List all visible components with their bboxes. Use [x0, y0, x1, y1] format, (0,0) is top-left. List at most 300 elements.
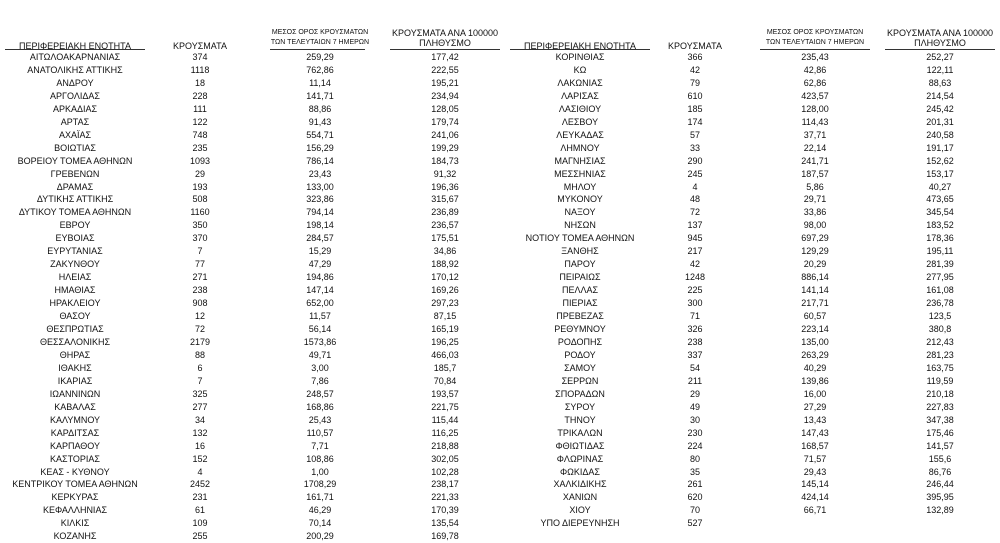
table-row — [505, 155, 1000, 168]
table-row — [505, 453, 1000, 466]
table-row — [0, 504, 505, 517]
region-name: ΚΑΒΑΛΑΣ — [54, 401, 96, 412]
per100k-value: 214,54 — [926, 90, 954, 101]
avg-value: 56,14 — [308, 324, 332, 335]
avg-value: 7,86 — [311, 375, 329, 386]
table-body-right — [505, 51, 1000, 530]
cases-value: 42 — [689, 259, 700, 270]
cases-value: 6 — [197, 362, 203, 373]
region-name: ΚΑΛΥΜΝΟΥ — [49, 414, 101, 425]
avg-value: 762,86 — [306, 64, 334, 75]
region-name: ΡΕΘΥΜΝΟΥ — [554, 324, 606, 335]
region-name: ΔΥΤΙΚΟΥ ΤΟΜΕΑ ΑΘΗΝΩΝ — [18, 207, 132, 218]
table-row — [505, 297, 1000, 310]
avg-value: 33,86 — [803, 207, 827, 218]
table-row — [0, 297, 505, 310]
region-name: ΛΕΣΒΟΥ — [561, 116, 599, 127]
avg-value: 20,29 — [803, 259, 827, 270]
avg-value: 139,86 — [801, 375, 829, 386]
cases-value: 48 — [689, 194, 700, 205]
table-row — [0, 129, 505, 142]
table-row — [0, 388, 505, 401]
avg-value: 135,00 — [801, 336, 829, 347]
avg-value: 200,29 — [306, 531, 334, 542]
per100k-value: 132,89 — [926, 505, 954, 516]
avg-value: 66,71 — [803, 505, 827, 516]
region-name: ΖΑΚΥΝΘΟΥ — [50, 259, 100, 270]
table-row — [0, 90, 505, 103]
cases-value: 4 — [197, 466, 203, 477]
cases-value: 228 — [192, 90, 208, 101]
region-name: ΗΡΑΚΛΕΙΟΥ — [49, 298, 101, 309]
cases-value: 217 — [687, 246, 703, 257]
per100k-value: 246,44 — [926, 479, 954, 490]
region-name: ΚΟΡΙΝΘΙΑΣ — [555, 52, 605, 62]
table-row — [505, 129, 1000, 142]
per100k-value: 196,25 — [431, 336, 459, 347]
region-name: ΙΩΑΝΝΙΝΩΝ — [49, 388, 101, 399]
region-name: ΒΟΡΕΙΟΥ ΤΟΜΕΑ ΑΘΗΝΩΝ — [17, 155, 133, 166]
cases-value: 235 — [192, 142, 208, 153]
table-row — [505, 193, 1000, 206]
region-name: ΠΕΙΡΑΙΩΣ — [559, 272, 601, 283]
avg-value: 652,00 — [306, 298, 334, 309]
table-row — [505, 362, 1000, 375]
region-name: ΣΕΡΡΩΝ — [561, 375, 599, 386]
region-name: ΜΗΛΟΥ — [563, 181, 597, 192]
cases-value: 610 — [687, 90, 703, 101]
cases-value: 122 — [192, 116, 208, 127]
cases-value: 245 — [687, 168, 703, 179]
region-name: ΤΗΝΟΥ — [564, 414, 596, 425]
avg-column-header-line2: ΤΩΝ ΤΕΛΕΥΤΑΙΩΝ 7 ΗΜΕΡΩΝ — [765, 39, 865, 46]
table-row — [505, 388, 1000, 401]
region-column-header: ΠΕΡΙΦΕΡΕΙΑΚΗ ΕΝΟΤΗΤΑ — [523, 41, 637, 51]
table-row — [0, 51, 505, 64]
cases-value: 748 — [192, 129, 208, 140]
cases-value: 29 — [689, 388, 700, 399]
region-name: ΜΥΚΟΝΟΥ — [557, 194, 603, 205]
cases-value: 370 — [192, 233, 208, 244]
table-row — [505, 336, 1000, 349]
cases-value: 238 — [192, 285, 208, 296]
avg-value: 187,57 — [801, 168, 829, 179]
table-row — [505, 284, 1000, 297]
cases-value: 49 — [689, 401, 700, 412]
per100k-value: 87,15 — [433, 311, 457, 322]
table-row — [505, 349, 1000, 362]
table-header-left — [0, 0, 505, 50]
avg-value: 217,71 — [801, 298, 829, 309]
per100k-value: 178,36 — [926, 233, 954, 244]
avg-value: 1,00 — [311, 466, 329, 477]
region-name: ΠΑΡΟΥ — [564, 259, 596, 270]
avg-value: 141,14 — [801, 285, 829, 296]
per100k-value: 177,42 — [431, 52, 459, 62]
cases-value: 261 — [687, 479, 703, 490]
region-name: ΚΕΦΑΛΛΗΝΙΑΣ — [42, 505, 108, 516]
per100k-value: 380,8 — [928, 324, 952, 335]
cases-value: 111 — [193, 103, 207, 114]
per100k-value: 153,17 — [926, 168, 954, 179]
table-row — [0, 155, 505, 168]
per100k-value: 281,23 — [926, 349, 954, 360]
per100k-value: 161,08 — [926, 285, 954, 296]
avg-header-rule — [270, 49, 365, 50]
avg-value: 423,57 — [801, 90, 829, 101]
cases-value: 1118 — [190, 64, 210, 75]
table-row — [0, 206, 505, 219]
cases-value: 35 — [689, 466, 700, 477]
region-column-header: ΠΕΡΙΦΕΡΕΙΑΚΗ ΕΝΟΤΗΤΑ — [18, 41, 132, 51]
per100k-value: 169,78 — [431, 531, 459, 542]
per100k-value: 218,88 — [431, 440, 459, 451]
avg-value: 11,14 — [309, 77, 331, 88]
cases-value: 174 — [687, 116, 703, 127]
region-name: ΠΕΛΛΑΣ — [561, 285, 599, 296]
per100k-value: 201,31 — [926, 116, 954, 127]
cases-value: 18 — [194, 77, 205, 88]
per100k-value: 466,03 — [431, 349, 459, 360]
region-name: ΛΗΜΝΟΥ — [560, 142, 600, 153]
table-row — [505, 440, 1000, 453]
avg-value: 22,14 — [803, 142, 827, 153]
avg-value: 223,14 — [801, 324, 829, 335]
region-name: ΚΟΖΑΝΗΣ — [53, 531, 97, 542]
per100k-value: 86,76 — [928, 466, 952, 477]
avg-value: 47,29 — [308, 259, 332, 270]
table-row — [505, 64, 1000, 77]
per100k-value: 315,67 — [431, 194, 459, 205]
avg-value: 147,43 — [801, 427, 829, 438]
region-name: ΗΜΑΘΙΑΣ — [54, 285, 96, 296]
region-name: ΦΩΚΙΔΑΣ — [560, 466, 600, 477]
cases-value: 300 — [687, 298, 703, 309]
table-header-right — [505, 0, 1000, 50]
region-name: ΦΘΙΩΤΙΔΑΣ — [555, 440, 605, 451]
region-name: ΒΟΙΩΤΙΑΣ — [54, 142, 96, 153]
cases-value: 2179 — [189, 336, 211, 347]
region-name: ΥΠΟ ΔΙΕΡΕΥΝΗΣΗ — [540, 518, 620, 529]
table-row — [505, 517, 1000, 530]
avg-value: 7,71 — [311, 440, 329, 451]
avg-value: 156,29 — [306, 142, 334, 153]
cases-value: 71 — [689, 311, 700, 322]
per100k-value: 241,06 — [431, 129, 459, 140]
region-name: ΙΘΑΚΗΣ — [58, 362, 92, 373]
cases-value: 238 — [687, 336, 703, 347]
cases-value: 137 — [687, 220, 703, 231]
avg-value: 794,14 — [306, 207, 334, 218]
region-name: ΠΙΕΡΙΑΣ — [562, 298, 598, 309]
region-name: ΔΡΑΜΑΣ — [56, 181, 94, 192]
table-row — [0, 491, 505, 504]
per100k-value: 473,65 — [926, 194, 954, 205]
table-row — [0, 440, 505, 453]
per100k-value: 210,18 — [926, 388, 954, 399]
cases-value: 80 — [689, 453, 700, 464]
avg-value: 49,71 — [308, 349, 332, 360]
table-row — [505, 323, 1000, 336]
region-name: ΚΑΣΤΟΡΙΑΣ — [50, 453, 100, 464]
region-header-rule — [5, 49, 145, 50]
region-name: ΑΡΚΑΔΙΑΣ — [52, 103, 98, 114]
cases-value: 224 — [687, 440, 703, 451]
per100k-value: 193,57 — [431, 388, 459, 399]
table-row — [0, 245, 505, 258]
per100k-value: 195,11 — [926, 246, 954, 257]
avg-value: 46,29 — [308, 505, 332, 516]
cases-value: 54 — [689, 362, 700, 373]
region-name: ΣΠΟΡΑΔΩΝ — [555, 388, 605, 399]
avg-value: 241,71 — [801, 155, 829, 166]
cases-value: 366 — [687, 52, 703, 62]
per100k-value: 122,11 — [926, 64, 954, 75]
cases-value: 230 — [687, 427, 703, 438]
table-row — [505, 219, 1000, 232]
cases-value: 193 — [192, 181, 208, 192]
cases-value: 132 — [192, 427, 208, 438]
cases-value: 30 — [689, 414, 700, 425]
avg-value: 1573,86 — [303, 336, 337, 347]
cases-value: 945 — [687, 233, 703, 244]
cases-value: 374 — [192, 52, 208, 62]
avg-value: 88,86 — [308, 103, 332, 114]
cases-value: 271 — [192, 272, 208, 283]
cases-value: 277 — [192, 401, 208, 412]
cases-value: 337 — [687, 349, 703, 360]
cases-value: 77 — [194, 259, 205, 270]
cases-value: 16 — [194, 440, 205, 451]
table-row — [0, 427, 505, 440]
table-row — [0, 142, 505, 155]
table-row — [0, 116, 505, 129]
avg-value: 29,71 — [803, 194, 827, 205]
per100k-value: 175,51 — [431, 233, 459, 244]
avg-value: 786,14 — [306, 155, 334, 166]
region-name: ΕΒΡΟΥ — [59, 220, 91, 231]
table-row — [0, 375, 505, 388]
per100k-header-rule — [885, 49, 995, 50]
avg-value: 886,14 — [801, 272, 829, 283]
cases-value: 326 — [687, 324, 703, 335]
avg-value: 248,57 — [306, 388, 334, 399]
region-name: ΛΑΡΙΣΑΣ — [561, 90, 599, 101]
region-name: ΕΥΡΥΤΑΝΙΑΣ — [47, 246, 103, 257]
avg-header-rule — [760, 49, 870, 50]
avg-value: 284,57 — [306, 233, 334, 244]
table-row — [0, 478, 505, 491]
table-row — [505, 466, 1000, 479]
per100k-value: 102,28 — [431, 466, 459, 477]
region-name: ΑΝΔΡΟΥ — [56, 77, 94, 88]
avg-value: 145,14 — [801, 479, 829, 490]
region-name: ΝΑΞΟΥ — [564, 207, 596, 218]
per100k-value: 70,84 — [433, 375, 457, 386]
per100k-value: 169,26 — [431, 285, 459, 296]
cases-value: 255 — [192, 531, 208, 542]
region-name: ΡΟΔΟΠΗΣ — [557, 336, 603, 347]
per100k-value: 179,74 — [431, 116, 459, 127]
region-name: ΤΡΙΚΑΛΩΝ — [557, 427, 603, 438]
per100k-value: 91,32 — [433, 168, 457, 179]
cases-value: 61 — [194, 505, 205, 516]
region-name: ΡΟΔΟΥ — [564, 349, 596, 360]
avg-value: 108,86 — [306, 453, 334, 464]
region-name: ΛΑΚΩΝΙΑΣ — [557, 77, 603, 88]
cases-value: 7 — [197, 246, 203, 257]
avg-value: 198,14 — [306, 220, 334, 231]
per100k-value: 163,75 — [926, 362, 954, 373]
region-name: ΑΡΤΑΣ — [60, 116, 90, 127]
region-name: ΝΗΣΩΝ — [564, 220, 596, 231]
table-row — [505, 206, 1000, 219]
table-row — [505, 181, 1000, 194]
region-name: ΧΑΛΚΙΔΙΚΗΣ — [553, 479, 607, 490]
table-row — [0, 414, 505, 427]
cases-value: 12 — [194, 311, 205, 322]
per100k-value: 88,63 — [928, 77, 952, 88]
per100k-value: 302,05 — [431, 453, 459, 464]
region-name: ΠΡΕΒΕΖΑΣ — [556, 311, 604, 322]
per100k-value: 281,39 — [926, 259, 954, 270]
avg-value: 114,43 — [801, 116, 829, 127]
avg-value: 161,71 — [306, 492, 334, 503]
table-row — [505, 375, 1000, 388]
region-name: ΘΗΡΑΣ — [59, 349, 91, 360]
per100k-value: 345,54 — [926, 207, 954, 218]
per100k-value: 236,89 — [431, 207, 459, 218]
avg-value: 141,71 — [306, 90, 334, 101]
cases-value: 152 — [192, 453, 208, 464]
avg-value: 62,86 — [803, 77, 827, 88]
cases-value: 70 — [689, 505, 700, 516]
per100k-value: 170,12 — [431, 272, 459, 283]
table-row — [0, 362, 505, 375]
per100k-value: 395,95 — [926, 492, 954, 503]
table-row — [505, 271, 1000, 284]
per100k-value: 115,44 — [431, 414, 459, 425]
avg-value: 23,43 — [308, 168, 332, 179]
avg-value: 11,57 — [309, 311, 331, 322]
table-row — [0, 168, 505, 181]
per100k-value: 155,6 — [928, 453, 952, 464]
avg-value: 91,43 — [308, 116, 332, 127]
table-row — [505, 478, 1000, 491]
per100k-value: 245,42 — [926, 103, 954, 114]
table-row — [505, 491, 1000, 504]
cases-value: 4 — [692, 181, 698, 192]
table-row — [0, 258, 505, 271]
cases-value: 42 — [689, 64, 700, 75]
region-name: ΣΥΡΟΥ — [564, 401, 596, 412]
table-row — [0, 232, 505, 245]
avg-value: 70,14 — [308, 518, 332, 529]
region-name: ΞΑΝΘΗΣ — [561, 246, 599, 257]
region-name: ΚΕΝΤΡΙΚΟΥ ΤΟΜΕΑ ΑΘΗΝΩΝ — [12, 479, 138, 490]
per100k-value: 196,36 — [431, 181, 459, 192]
per100k-value: 199,29 — [431, 142, 459, 153]
region-name: ΜΑΓΝΗΣΙΑΣ — [554, 155, 606, 166]
table-row — [505, 504, 1000, 517]
cases-value: 29 — [194, 168, 205, 179]
cases-value: 79 — [689, 77, 700, 88]
per100k-column-header-line1: ΚΡΟΥΣΜΑΤΑ ΑΝΑ 100000 — [392, 28, 498, 38]
region-name: ΦΛΩΡΙΝΑΣ — [556, 453, 604, 464]
avg-value: 13,43 — [803, 414, 827, 425]
avg-value: 235,43 — [801, 52, 829, 62]
per100k-value: 195,21 — [431, 77, 459, 88]
cases-column-header: ΚΡΟΥΣΜΑΤΑ — [668, 41, 722, 51]
avg-value: 1708,29 — [303, 479, 337, 490]
region-name: ΑΡΓΟΛΙΔΑΣ — [50, 90, 100, 101]
region-name: ΚΑΡΔΙΤΣΑΣ — [50, 427, 100, 438]
table-row — [0, 77, 505, 90]
per100k-value: 297,23 — [431, 298, 459, 309]
avg-value: 3,00 — [311, 362, 329, 373]
per100k-value: 184,73 — [431, 155, 459, 166]
table-row — [505, 116, 1000, 129]
table-row — [505, 51, 1000, 64]
avg-value: 133,00 — [306, 181, 334, 192]
region-name: ΘΑΣΟΥ — [59, 311, 91, 322]
cases-value: 620 — [687, 492, 703, 503]
avg-value: 60,57 — [803, 311, 827, 322]
avg-value: 5,86 — [806, 181, 824, 192]
per100k-value: 141,57 — [926, 440, 954, 451]
cases-value: 57 — [689, 129, 700, 140]
region-header-rule — [510, 49, 650, 50]
table-row — [505, 414, 1000, 427]
per100k-value: 227,83 — [926, 401, 954, 412]
cases-value: 908 — [192, 298, 208, 309]
per100k-column-header-line1: ΚΡΟΥΣΜΑΤΑ ΑΝΑ 100000 — [887, 28, 993, 38]
cases-value: 72 — [194, 324, 205, 335]
cases-value: 88 — [194, 349, 205, 360]
avg-column-header-line2: ΤΩΝ ΤΕΛΕΥΤΑΙΩΝ 7 ΗΜΕΡΩΝ — [270, 39, 370, 46]
per100k-value: 40,27 — [928, 181, 952, 192]
avg-value: 129,29 — [801, 246, 829, 257]
cases-value: 2452 — [189, 479, 211, 490]
avg-value: 29,43 — [803, 466, 827, 477]
avg-value: 27,29 — [803, 401, 827, 412]
region-name: ΑΧΑΪΑΣ — [58, 129, 92, 140]
region-name: ΚΕΑΣ - ΚΥΘΝΟΥ — [40, 466, 110, 477]
per100k-value: 128,05 — [431, 103, 459, 114]
per100k-value: 116,25 — [431, 427, 459, 438]
region-name: ΣΑΜΟΥ — [564, 362, 596, 373]
table-row — [0, 64, 505, 77]
per100k-value: 236,78 — [926, 298, 954, 309]
region-name: ΙΚΑΡΙΑΣ — [57, 375, 93, 386]
region-name: ΜΕΣΣΗΝΙΑΣ — [554, 168, 606, 179]
cases-value: 1093 — [189, 155, 211, 166]
table-row — [0, 349, 505, 362]
avg-value: 37,71 — [803, 129, 827, 140]
per100k-value: 234,94 — [431, 90, 459, 101]
table-row — [505, 310, 1000, 323]
cases-value: 211 — [687, 375, 703, 386]
per100k-value: 236,57 — [431, 220, 459, 231]
avg-value: 128,00 — [801, 103, 829, 114]
region-name: ΕΥΒΟΙΑΣ — [55, 233, 95, 244]
cases-value: 109 — [192, 518, 208, 529]
avg-value: 168,86 — [306, 401, 334, 412]
table-row — [505, 258, 1000, 271]
per100k-value: 252,27 — [926, 52, 954, 62]
avg-value: 42,86 — [803, 64, 827, 75]
table-row — [0, 401, 505, 414]
